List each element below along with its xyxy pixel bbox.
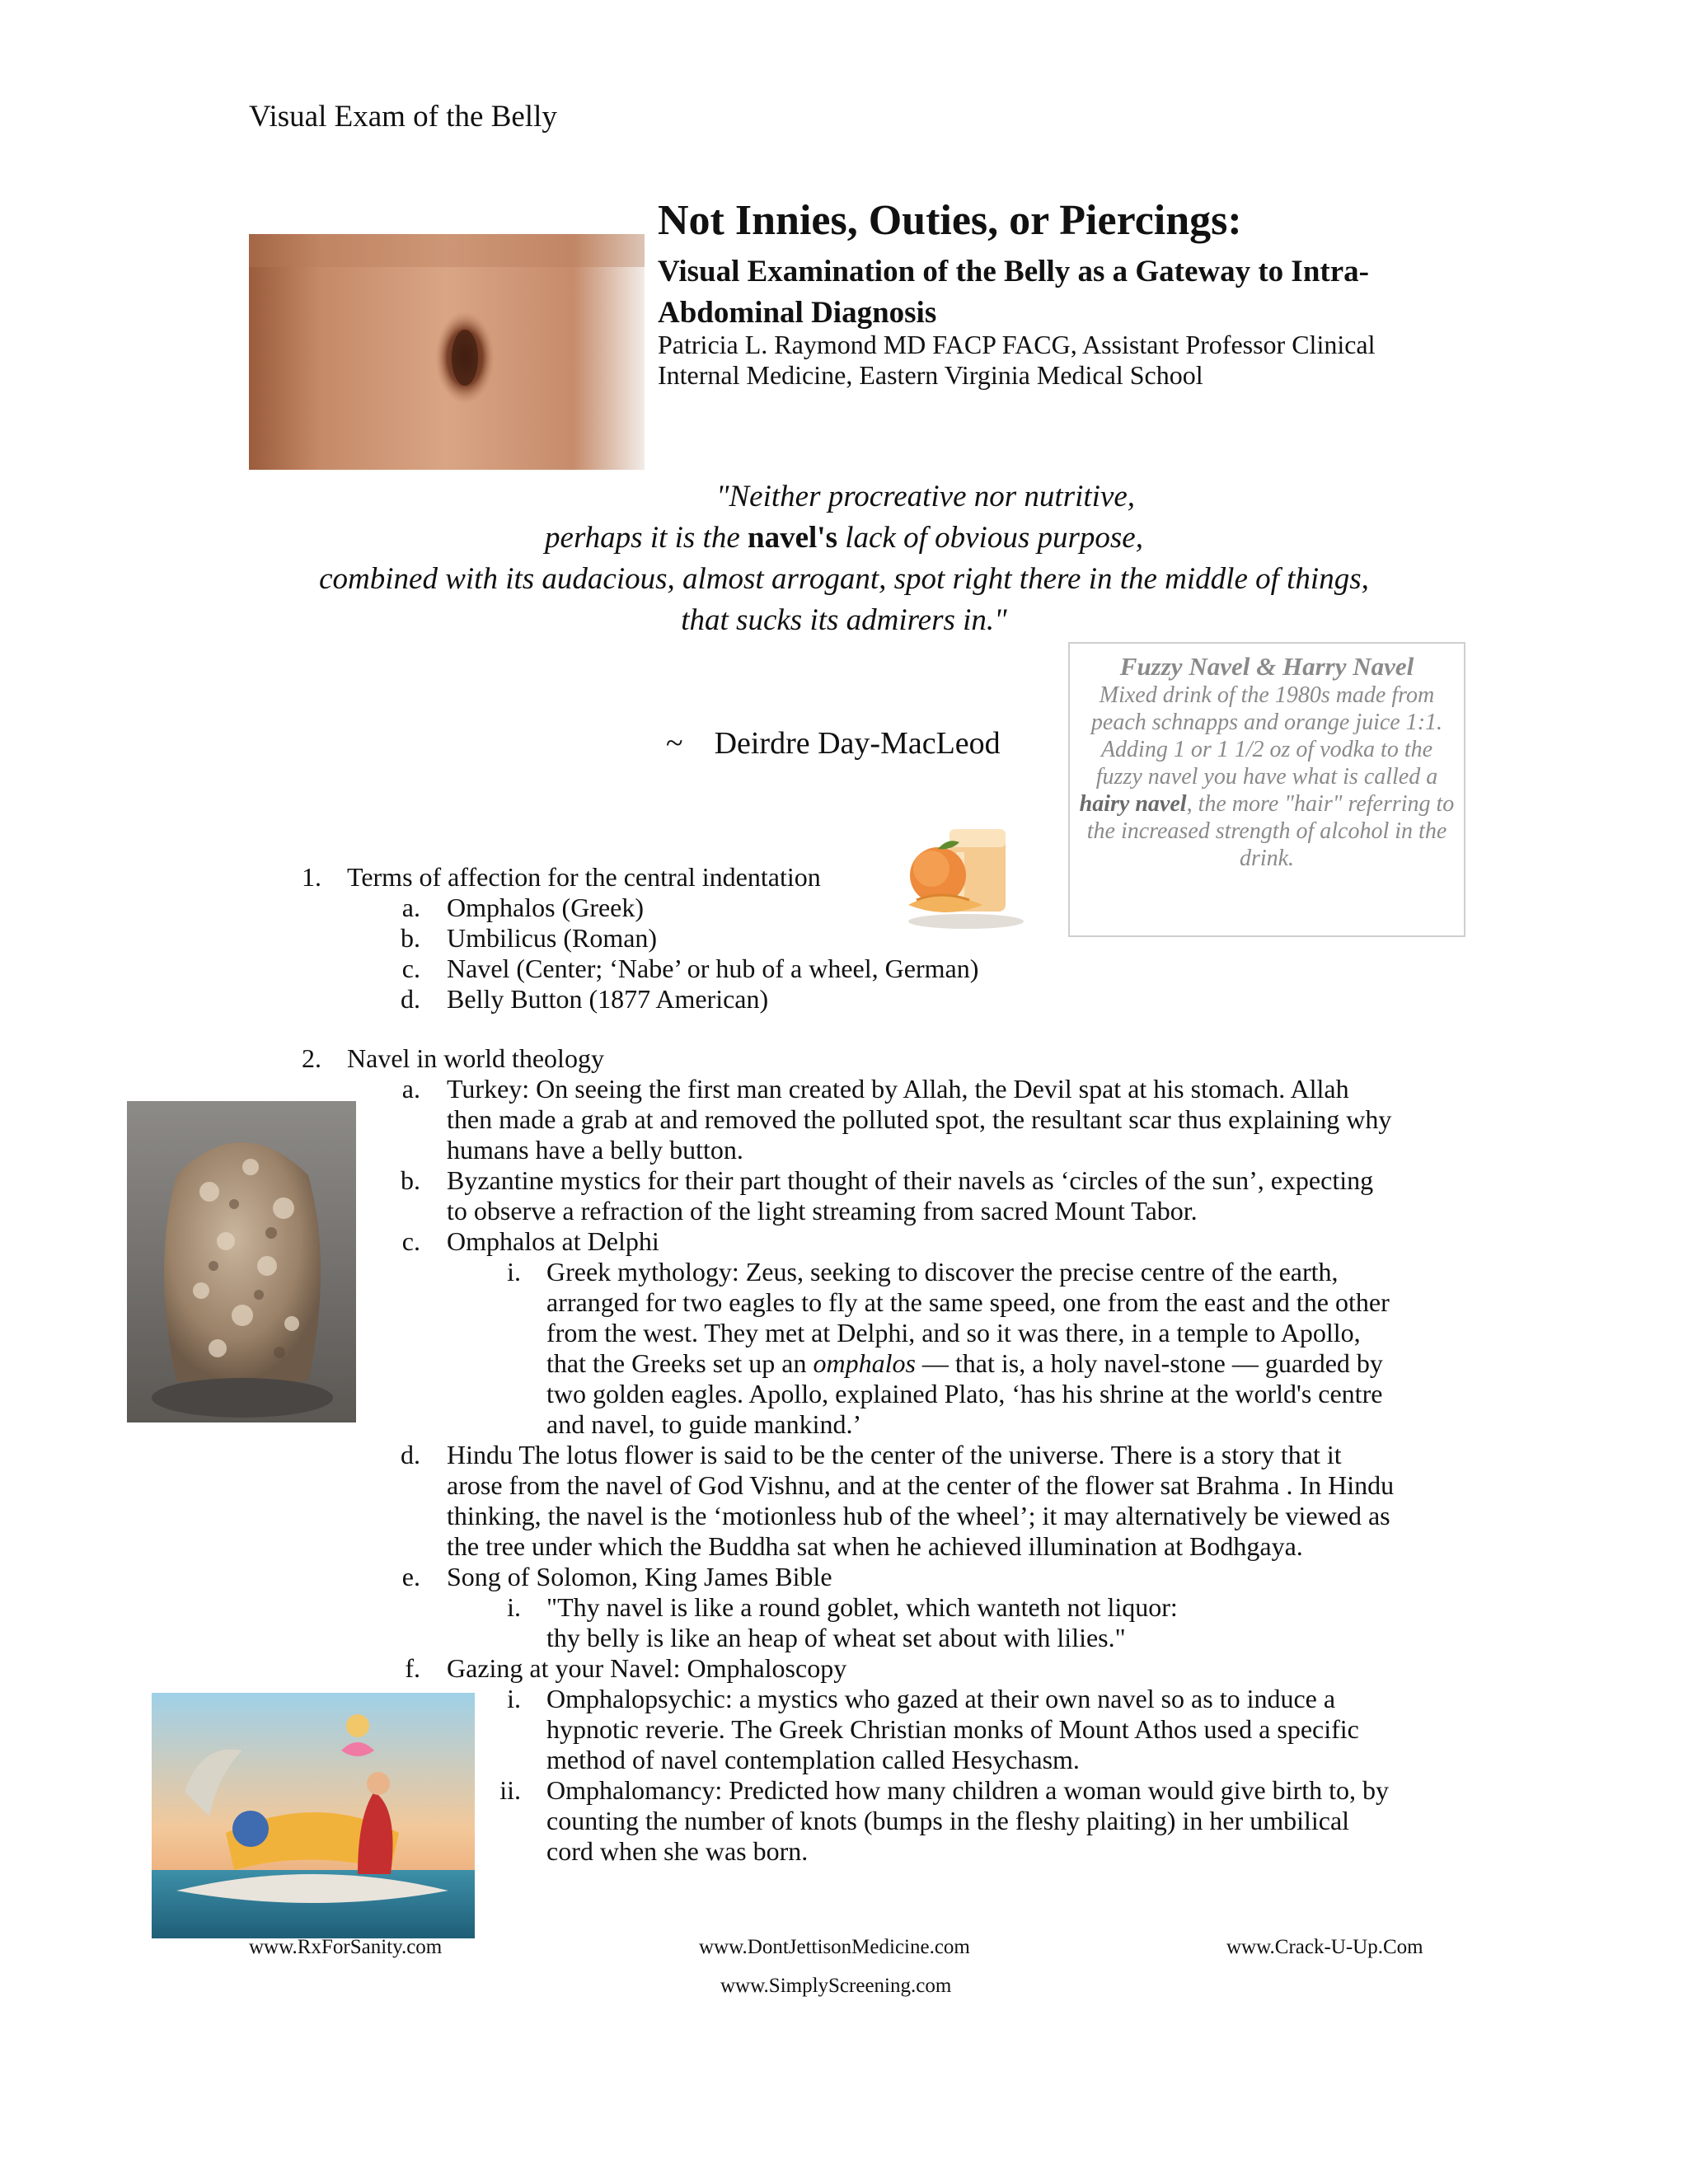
list-marker: a. [401, 893, 420, 922]
sidebar-text-2 [1078, 736, 1456, 872]
list-item: humans have a belly button. [447, 1135, 743, 1165]
list-item: "Thy navel is like a round goblet, which wanteth not liquor: [546, 1592, 1178, 1622]
list-marker: i. [507, 1257, 521, 1286]
sidebar-text-2-post: , the more "hair" referring to the increased strength of alcohol in the drink. [1086, 791, 1455, 871]
list-item: arranged for two eagles to fly at the same speed, one from the east and the other [546, 1287, 1390, 1317]
footer-link-dontjettison[interactable]: www.DontJettisonMedicine.com [699, 1936, 970, 1958]
attribution-name: Deirdre Day-MacLeod [714, 726, 1001, 761]
list-item: Belly Button (1877 American) [447, 984, 769, 1014]
section-1-number: 1. [302, 862, 321, 892]
list-item: arose from the navel of God Vishnu, and at the center of the flower sat Brahma . In Hindu [447, 1470, 1395, 1500]
list-item: thinking, the navel is the ‘motionless hub of the wheel’; it may alternatively be viewed as [447, 1501, 1390, 1530]
author-line: Patricia L. Raymond MD FACP FACG, Assistant Professor Clinical Internal Medicine, Eastern Virginia Medical School [658, 330, 1376, 390]
fuzzy-navel-sidebar [1068, 642, 1465, 937]
list-item: to observe a refraction of the light streaming from sacred Mount Tabor. [447, 1196, 1198, 1226]
page-subtitle: Visual Examination of the Belly as a Gateway to Intra-Abdominal Diagnosis [658, 255, 1369, 330]
list-marker: i. [507, 1592, 521, 1622]
list-marker: b. [401, 1165, 420, 1195]
list-item: Greek mythology: Zeus, seeking to discover the precise centre of the earth, [546, 1257, 1339, 1286]
list-item: Omphalos at Delphi [447, 1226, 659, 1256]
list-item: Umbilicus (Roman) [447, 923, 658, 953]
list-marker: f. [405, 1653, 420, 1683]
list-item: thy belly is like an heap of wheat set about with lilies." [546, 1623, 1126, 1652]
list-marker: d. [401, 984, 420, 1014]
page-title: Not Innies, Outies, or Piercings: [658, 197, 1242, 244]
footer-link-crackuup[interactable]: www.Crack-U-Up.Com [1226, 1936, 1423, 1958]
list-marker: i. [507, 1684, 521, 1713]
list-marker: b. [401, 923, 420, 953]
omphalos-stone-photo [127, 1101, 356, 1422]
list-item: the tree under which the Buddha sat when he achieved illumination at Bodhgaya. [447, 1531, 1303, 1561]
list-item [546, 1348, 1383, 1379]
quote-line-2-pre: perhaps it is the [545, 521, 748, 555]
list-item: Omphalopsychic: a mystics who gazed at their own navel so as to induce a [546, 1684, 1336, 1713]
section-2-title: Navel in world theology [347, 1043, 604, 1073]
tilde-mark: ~ [666, 726, 683, 761]
quote-line-2-post: lack of obvious purpose, [837, 521, 1143, 555]
list-item: two golden eagles. Apollo, explained Plato, ‘has his shrine at the world's centre [546, 1379, 1383, 1408]
footer-link-simplyscreening[interactable]: www.SimplyScreening.com [720, 1975, 952, 1997]
text-segment: that the Greeks set up an [546, 1348, 814, 1378]
list-item: then made a grab at and removed the polluted spot, the resultant scar thus explaining why [447, 1104, 1392, 1134]
list-item: Omphalomancy: Predicted how many children a woman would give birth to, by [546, 1775, 1389, 1805]
list-item: cord when she was born. [546, 1836, 809, 1866]
list-marker: ii. [499, 1775, 521, 1805]
section-1-title: Terms of affection for the central indentation [347, 862, 821, 892]
list-item: Navel (Center; ‘Nabe’ or hub of a wheel, German) [447, 954, 979, 983]
quote-bold-word: navel's [748, 521, 837, 555]
sidebar-bold-term: hairy navel [1079, 791, 1187, 817]
list-item: counting the number of knots (bumps in the fleshy plaiting) in her umbilical [546, 1806, 1350, 1835]
sidebar-title: Fuzzy Navel & Harry Navel [1119, 652, 1414, 681]
vishnu-painting [152, 1693, 475, 1938]
list-marker: c. [401, 1226, 420, 1256]
list-item: Gazing at your Navel: Omphaloscopy [447, 1653, 847, 1683]
text-segment: — that is, a holy navel-stone — guarded by [915, 1348, 1383, 1378]
list-marker: d. [401, 1440, 420, 1469]
list-item: Omphalos (Greek) [447, 893, 645, 922]
list-item: Song of Solomon, King James Bible [447, 1562, 832, 1591]
belly-photo [249, 234, 645, 470]
section-2-number: 2. [302, 1043, 321, 1073]
list-item: from the west. They met at Delphi, and so it was there, in a temple to Apollo, [546, 1318, 1361, 1347]
list-item: hypnotic reverie. The Greek Christian monks of Mount Athos used a specific [546, 1714, 1359, 1744]
list-marker: e. [401, 1562, 420, 1591]
footer-link-rxforsanity[interactable]: www.RxForSanity.com [249, 1936, 443, 1958]
italic-term: omphalos [813, 1348, 916, 1378]
list-item: Byzantine mystics for their part thought of their navels as ‘circles of the sun’, expecting [447, 1165, 1374, 1195]
list-marker: a. [401, 1074, 420, 1104]
peach-drink-image [892, 816, 1032, 931]
quote-line-3: combined with its audacious, almost arrogant, spot right there in the middle of things, [319, 562, 1369, 596]
page-header: Visual Exam of the Belly [249, 100, 557, 134]
quote-attribution [666, 725, 1001, 762]
sidebar-text-2-pre: Adding 1 or 1 1/2 oz of vodka to the fuzzy navel you have what is called a [1095, 737, 1438, 790]
quote-line-2 [165, 518, 1523, 559]
list-item: Turkey: On seeing the first man created by Allah, the Devil spat at his stomach. Allah [447, 1074, 1349, 1104]
list-marker: c. [401, 954, 420, 983]
list-item: Hindu The lotus flower is said to be the center of the universe. There is a story that it [447, 1440, 1342, 1469]
list-item: method of navel contemplation called Hesychasm. [546, 1745, 1080, 1774]
quote-line-1: "Neither procreative nor nutritive, [715, 480, 1136, 513]
list-item: and navel, to guide mankind.’ [546, 1409, 862, 1439]
quote-line-4: that sucks its admirers in." [681, 603, 1007, 637]
sidebar-text-1: Mixed drink of the 1980s made from peach schnapps and orange juice 1:1. [1090, 682, 1443, 735]
